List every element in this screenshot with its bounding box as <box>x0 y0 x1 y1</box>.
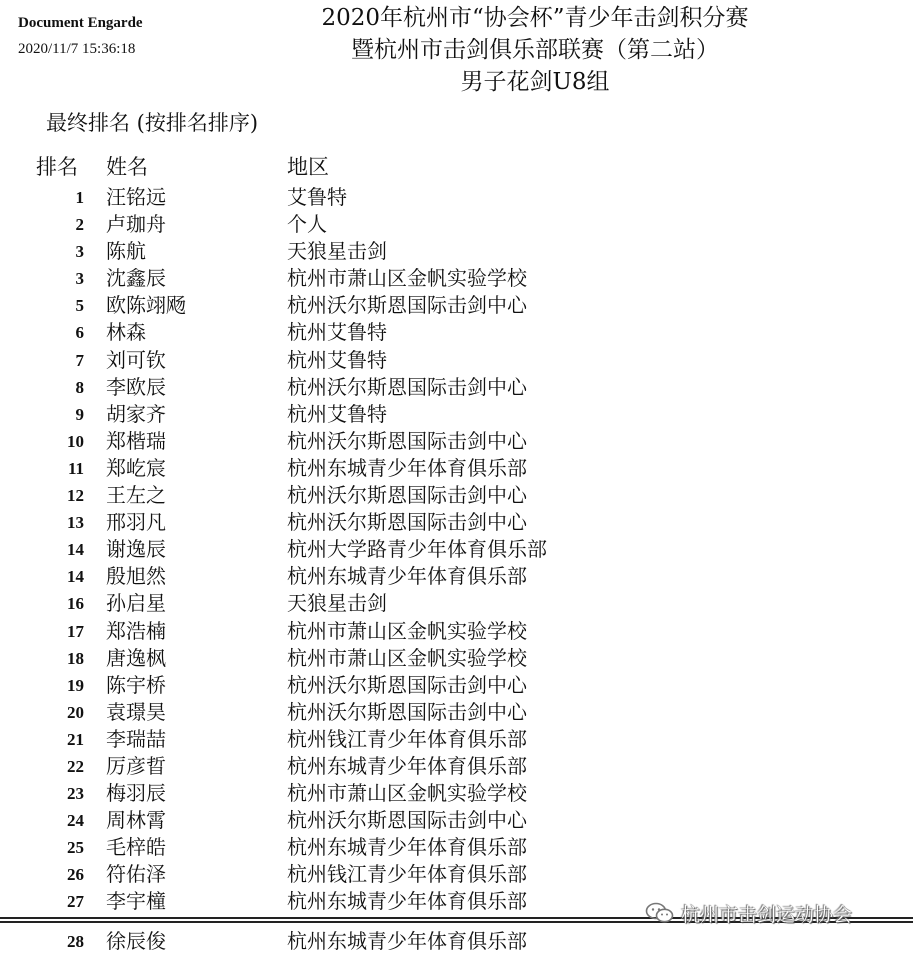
rank-cell: 25 <box>67 838 84 858</box>
table-row <box>0 482 913 509</box>
table-row <box>0 807 913 834</box>
name-cell: 唐逸枫 <box>106 645 166 670</box>
rank-cell: 1 <box>75 188 84 207</box>
rank-cell: 24 <box>67 811 84 831</box>
name-cell: 周林霄 <box>106 808 166 833</box>
wechat-watermark <box>645 900 852 926</box>
name-cell: 郑屹宸 <box>106 455 166 480</box>
rank-cell: 26 <box>67 865 84 885</box>
table-row <box>0 401 913 428</box>
rank-cell: 22 <box>67 756 84 776</box>
name-cell: 郑楷瑞 <box>106 428 166 453</box>
rank-cell: 3 <box>75 242 84 262</box>
rank-cell: 9 <box>75 404 84 424</box>
table-row <box>0 319 913 346</box>
name-cell: 胡家齐 <box>106 401 166 426</box>
region-cell: 杭州东城青少年体育俱乐部 <box>287 929 527 953</box>
rank-cell: 11 <box>67 458 84 478</box>
rank-cell: 21 <box>67 729 84 749</box>
name-cell: 汪铭远 <box>106 185 166 209</box>
region-cell: 个人 <box>287 212 327 237</box>
table-row <box>0 536 913 563</box>
region-cell: 杭州沃尔斯恩国际击剑中心 <box>287 293 527 318</box>
region-cell: 杭州市萧山区金帆实验学校 <box>287 266 527 291</box>
name-cell: 陈宇桥 <box>106 672 166 697</box>
table-row <box>0 861 913 888</box>
region-cell: 杭州钱江青少年体育俱乐部 <box>287 862 527 887</box>
region-cell: 杭州沃尔斯恩国际击剑中心 <box>287 483 527 508</box>
document-meta <box>18 10 143 62</box>
table-row <box>0 780 913 807</box>
watermark-text: 杭州市击剑运动协会 <box>681 903 853 926</box>
name-cell: 毛梓皓 <box>106 835 166 860</box>
table-row <box>0 618 913 645</box>
region-cell: 杭州市萧山区金帆实验学校 <box>287 781 527 806</box>
name-cell: 孙启星 <box>106 591 166 616</box>
table-row <box>0 726 913 753</box>
table-row <box>0 265 913 292</box>
rank-cell: 12 <box>67 486 84 506</box>
name-cell: 厉彦晢 <box>106 753 166 778</box>
table-row <box>0 374 913 401</box>
rank-cell: 14 <box>67 567 84 587</box>
region-cell: 杭州市萧山区金帆实验学校 <box>287 645 527 670</box>
table-row <box>0 347 913 374</box>
table-row <box>0 645 913 672</box>
rank-cell: 27 <box>67 892 84 912</box>
region-cell: 杭州沃尔斯恩国际击剑中心 <box>287 672 527 697</box>
name-cell: 王左之 <box>106 483 166 508</box>
rank-cell: 17 <box>67 621 84 641</box>
region-cell: 杭州钱江青少年体育俱乐部 <box>287 726 527 751</box>
name-cell: 李宇橦 <box>106 889 166 914</box>
rank-cell: 16 <box>67 594 84 614</box>
title-line-3: 男子花剑U8组 <box>460 69 610 95</box>
region-cell: 艾鲁特 <box>287 185 347 209</box>
region-cell: 杭州东城青少年体育俱乐部 <box>287 564 527 589</box>
table-row <box>0 211 913 238</box>
region-cell: 杭州大学路青少年体育俱乐部 <box>287 537 547 562</box>
app-name: Document Engarde <box>18 15 143 31</box>
name-cell: 欧陈翊飏 <box>106 293 186 318</box>
region-cell: 天狼星击剑 <box>287 591 387 616</box>
rank-cell: 19 <box>67 675 84 695</box>
table-row <box>0 428 913 455</box>
rank-cell: 3 <box>75 269 84 289</box>
rank-cell: 10 <box>67 431 84 451</box>
region-cell: 杭州市萧山区金帆实验学校 <box>287 618 527 643</box>
table-row <box>0 509 913 536</box>
column-header-rank: 排名 <box>36 155 78 179</box>
name-cell: 李瑞喆 <box>106 726 166 751</box>
document-title <box>290 2 780 98</box>
table-row <box>0 672 913 699</box>
region-cell: 杭州沃尔斯恩国际击剑中心 <box>287 808 527 833</box>
title-line-2: 暨杭州市击剑俱乐部联赛（第二站） <box>351 37 719 63</box>
rank-cell: 23 <box>67 784 84 804</box>
rank-cell: 14 <box>67 540 84 560</box>
rank-cell: 8 <box>75 377 84 397</box>
ranking-table <box>0 184 913 916</box>
wechat-icon <box>645 902 675 924</box>
table-row <box>0 753 913 780</box>
name-cell: 殷旭然 <box>106 564 166 589</box>
table-row <box>0 699 913 726</box>
table-row <box>0 184 913 211</box>
name-cell: 郑浩楠 <box>106 618 166 643</box>
name-cell: 陈航 <box>106 239 146 264</box>
name-cell: 邢羽凡 <box>106 510 166 535</box>
region-cell: 杭州沃尔斯恩国际击剑中心 <box>287 510 527 535</box>
name-cell: 谢逸辰 <box>106 537 166 562</box>
name-cell: 符佑泽 <box>106 862 166 887</box>
table-row <box>0 455 913 482</box>
name-cell: 梅羽辰 <box>106 781 166 806</box>
region-cell: 杭州沃尔斯恩国际击剑中心 <box>287 428 527 453</box>
name-cell: 李欧辰 <box>106 374 166 399</box>
table-row <box>0 563 913 590</box>
region-cell: 天狼星击剑 <box>287 239 387 264</box>
rank-cell: 18 <box>67 648 84 668</box>
column-header-region: 地区 <box>287 155 329 179</box>
rank-cell: 13 <box>67 513 84 533</box>
rank-cell: 28 <box>67 932 84 951</box>
rank-cell: 2 <box>75 215 84 235</box>
name-cell: 袁璟昊 <box>106 699 166 724</box>
region-cell: 杭州东城青少年体育俱乐部 <box>287 455 527 480</box>
table-row <box>0 292 913 319</box>
title-line-1: 2020年杭州市“协会杯”青少年击剑积分赛 <box>321 5 749 31</box>
region-cell: 杭州沃尔斯恩国际击剑中心 <box>287 374 527 399</box>
region-cell: 杭州艾鲁特 <box>287 401 387 426</box>
region-cell: 杭州东城青少年体育俱乐部 <box>287 889 527 914</box>
rank-cell: 7 <box>75 350 84 370</box>
region-cell: 杭州东城青少年体育俱乐部 <box>287 753 527 778</box>
region-cell: 杭州东城青少年体育俱乐部 <box>287 835 527 860</box>
name-cell: 林森 <box>106 320 146 345</box>
rank-cell: 5 <box>75 296 84 316</box>
region-cell: 杭州沃尔斯恩国际击剑中心 <box>287 699 527 724</box>
region-cell: 杭州艾鲁特 <box>287 347 387 372</box>
name-cell: 徐辰俊 <box>106 929 166 953</box>
table-row <box>0 238 913 265</box>
column-header-name: 姓名 <box>106 155 148 179</box>
print-datetime: 2020/11/7 15:36:18 <box>18 41 136 57</box>
region-cell: 杭州艾鲁特 <box>287 320 387 345</box>
name-cell: 刘可钦 <box>106 347 166 372</box>
table-row <box>0 834 913 861</box>
rank-cell: 20 <box>67 702 84 722</box>
name-cell: 沈鑫辰 <box>106 266 166 291</box>
table-row <box>0 590 913 617</box>
section-title: 最终排名 (按排名排序) <box>46 111 259 135</box>
table-row <box>0 928 913 955</box>
name-cell: 卢珈舟 <box>106 212 166 237</box>
rank-cell: 6 <box>75 323 84 343</box>
